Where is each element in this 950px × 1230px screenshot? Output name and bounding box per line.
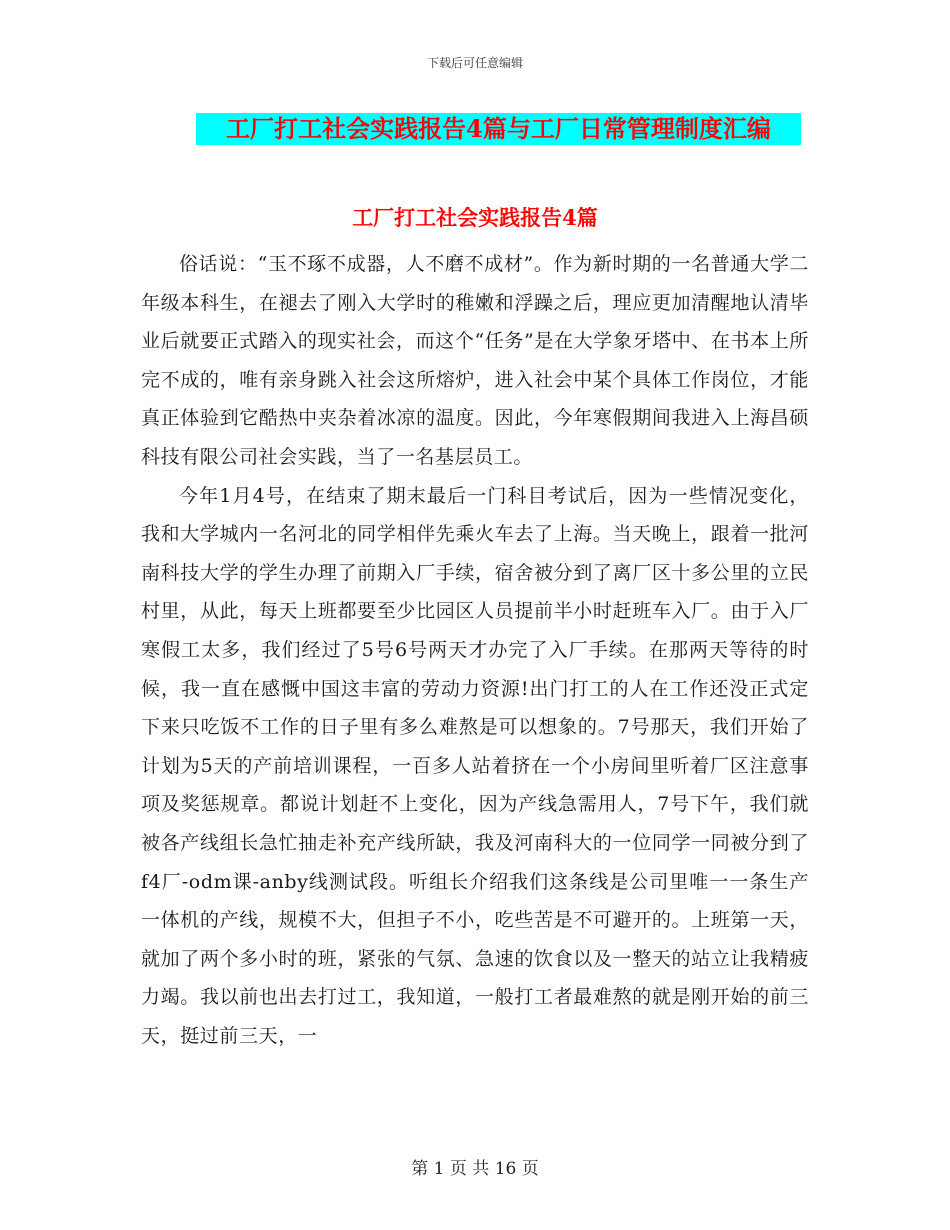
body-text — [141, 245, 809, 1055]
document-title: 工厂打工社会实践报告4篇与工厂日常管理制度汇编 — [196, 113, 801, 145]
page-number: 第 1 页 共 16 页 — [411, 1159, 539, 1179]
paragraph: 俗话说：“玉不琢不成器，人不磨不成材”。作为新时期的一名普通大学二年级本科生，在褪去了刚入大学时的稚嫩和浮躁之后，理应更加清醒地认清毕业后就要正式踏入的现实社会，而这个“任务”是在大学象牙塔中、在书本上所完不成的，唯有亲身跳入社会这所熔炉，进入社会中某个具体工作岗位，才能真正体验到它酷热中夹杂着冰凉的温度。因此，今年寒假期间我进入上海昌硕科技有限公司社会实践，当了一名基层员工。 — [141, 253, 809, 468]
paragraph: 今年1月4号，在结束了期末最后一门科目考试后，因为一些情况变化，我和大学城内一名河北的同学相伴先乘火车去了上海。当天晚上，跟着一批河南科技大学的学生办理了前期入厂手续，宿舍被分到了离厂区十多公里的立民村里，从此，每天上班都要至少比园区人员提前半小时赶班车入厂。由于入厂寒假工太多，我们经过了5号6号两天才办完了入厂手续。在那两天等待的时候，我一直在感慨中国这丰富的劳动力资源!出门打工的人在工作还没正式定下来只吃饭不工作的日子里有多么难熬是可以想象的。7号那天，我们开始了计划为5天的产前培训课程，一百多人站着挤在一个小房间里听着厂区注意事项及奖惩规章。都说计划赶不上变化，因为产线急需用人，7号下午，我们就被各产线组长急忙抽走补充产线所缺，我及河南科大的一位同学一同被分到了f4厂-odm课-anby线测试段。听组长介绍我们这条线是公司里唯一一条生产一体机的产线，规模不大，但担子不小，吃些苦是不可避开的。上班第一天，就加了两个多小时的班，紧张的气氛、急速的饮食以及一整天的站立让我精疲力竭。我以前也出去打过工，我知道，一般打工者最难熬的就是刚开始的前三天，挺过前三天，一 — [141, 484, 809, 1047]
section-title: 工厂打工社会实践报告4篇 — [352, 205, 598, 230]
header-note: 下载后可任意编辑 — [426, 56, 523, 70]
